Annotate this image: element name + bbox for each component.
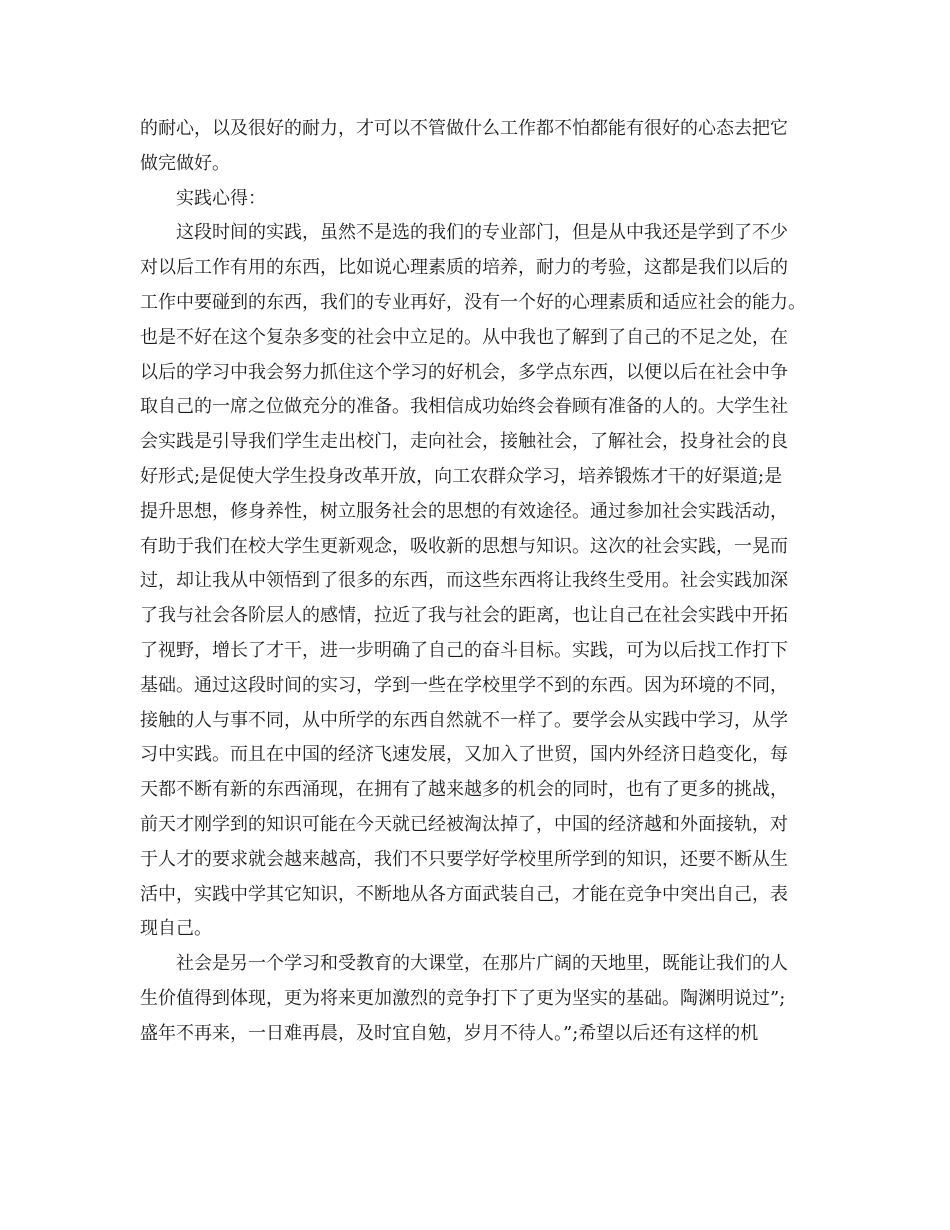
text-line: 好形式;是促使大学生投身改革开放，向工农群众学习，培养锻炼才干的好渠道;是 [140, 465, 783, 487]
text-line: 天都不断有新的东西涌现，在拥有了越来越多的机会的同时，也有了更多的挑战， [140, 779, 788, 801]
text-line: 也是不好在这个复杂多变的社会中立足的。从中我也了解到了自己的不足之处，在 [140, 326, 788, 348]
text-line: 会实践是引导我们学生走出校门，走向社会，接触社会，了解社会，投身社会的良 [140, 431, 788, 453]
section-heading: 实践心得： [176, 187, 266, 209]
text-line: 的耐心，以及很好的耐力，才可以不管做什么工作都不怕都能有很好的心态去把它 [140, 118, 788, 139]
text-line: 对以后工作有用的东西，比如说心理素质的培养，耐力的考验，这都是我们以后的 [140, 257, 788, 279]
text-line: 接触的人与事不同，从中所学的东西自然就不一样了。要学会从实践中学习，从学 [140, 709, 788, 731]
text-line: 现自己。 [140, 918, 212, 940]
paragraph-first-line: 社会是另一个学习和受教育的大课堂，在那片广阔的天地里，既能让我们的人 [176, 953, 788, 975]
text-line: 基础。通过这段时间的实习，学到一些在学校里学不到的东西。因为环境的不同， [140, 674, 788, 696]
text-line: 前天才刚学到的知识可能在今天就已经被淘汰掉了，中国的经济越和外面接轨，对 [140, 813, 788, 835]
text-line: 提升思想，修身养性，树立服务社会的思想的有效途径。通过参加社会实践活动， [140, 500, 788, 522]
body-text [140, 112, 820, 1052]
text-line: 了视野，增长了才干，进一步明确了自己的奋斗目标。实践，可为以后找工作打下 [140, 639, 788, 661]
text-line: 以后的学习中我会努力抓住这个学习的好机会，多学点东西，以便以后在社会中争 [140, 361, 788, 383]
text-line: 盛年不再来，一日难再晨，及时宜自勉，岁月不待人。”;希望以后还有这样的机 [140, 1022, 759, 1044]
text-line: 习中实践。而且在中国的经济飞速发展，又加入了世贸，国内外经济日趋变化，每 [140, 744, 788, 766]
text-line: 过，却让我从中领悟到了很多的东西，而这些东西将让我终生受用。社会实践加深 [140, 570, 788, 592]
text-line: 了我与社会各阶层人的感情，拉近了我与社会的距离，也让自己在社会实践中开拓 [140, 605, 788, 627]
paragraph-first-line: 这段时间的实践，虽然不是选的我们的专业部门，但是从中我还是学到了不少 [176, 222, 788, 244]
text-line: 做完做好。 [140, 152, 230, 174]
text-line: 生价值得到体现，更为将来更加激烈的竞争打下了更为坚实的基础。陶渊明说过”; [140, 987, 786, 1009]
text-line: 工作中要碰到的东西，我们的专业再好，没有一个好的心理素质和适应社会的能力。 [140, 291, 806, 313]
text-line: 于人才的要求就会越来越高，我们不只要学好学校里所学到的知识，还要不断从生 [140, 848, 788, 870]
text-line: 活中，实践中学其它知识，不断地从各方面武装自己，才能在竞争中突出自己，表 [140, 883, 788, 905]
text-line: 有助于我们在校大学生更新观念，吸收新的思想与知识。这次的社会实践，一晃而 [140, 535, 788, 557]
text-line: 取自己的一席之位做充分的准备。我相信成功始终会眷顾有准备的人的。大学生社 [140, 396, 788, 418]
